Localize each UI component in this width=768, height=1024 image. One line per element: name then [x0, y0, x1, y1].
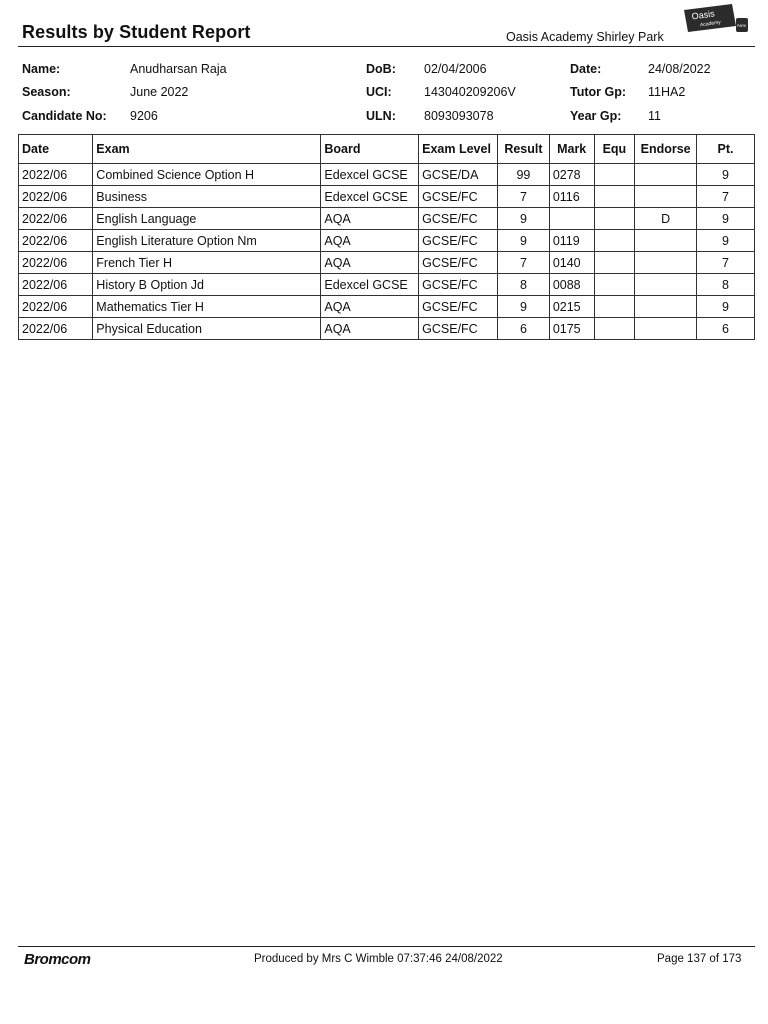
cell-exam: Combined Science Option H	[93, 164, 321, 186]
cell-date: 2022/06	[19, 230, 93, 252]
cell-exam-level: GCSE/FC	[419, 274, 498, 296]
cell-endorse	[635, 252, 697, 274]
date-value: 24/08/2022	[648, 62, 711, 76]
cell-points: 8	[697, 274, 755, 296]
dob-label: DoB:	[366, 62, 396, 76]
cell-date: 2022/06	[19, 274, 93, 296]
cell-date: 2022/06	[19, 186, 93, 208]
cell-mark: 0140	[549, 252, 594, 274]
candidate-label: Candidate No:	[22, 109, 107, 123]
table-row	[19, 164, 755, 186]
cell-equ	[594, 164, 635, 186]
cell-result: 7	[498, 252, 550, 274]
table-row	[19, 296, 755, 318]
uci-label: UCI:	[366, 85, 392, 99]
uln-value: 8093093078	[424, 109, 494, 123]
cell-exam: Business	[93, 186, 321, 208]
cell-endorse	[635, 296, 697, 318]
cell-endorse	[635, 274, 697, 296]
col-header-exam-level: Exam Level	[419, 135, 498, 164]
season-label: Season:	[22, 85, 71, 99]
col-header-points: Pt.	[697, 135, 755, 164]
col-header-result: Result	[498, 135, 550, 164]
table-row	[19, 230, 755, 252]
name-label: Name:	[22, 62, 61, 76]
cell-board: AQA	[321, 230, 419, 252]
cell-board: Edexcel GCSE	[321, 186, 419, 208]
cell-points: 9	[697, 296, 755, 318]
cell-result: 6	[498, 318, 550, 340]
cell-equ	[594, 252, 635, 274]
table-row	[19, 252, 755, 274]
cell-mark: 0278	[549, 164, 594, 186]
cell-exam-level: GCSE/DA	[419, 164, 498, 186]
cell-exam-level: GCSE/FC	[419, 252, 498, 274]
report-title: Results by Student Report	[22, 22, 251, 42]
cell-date: 2022/06	[19, 208, 93, 230]
cell-board: AQA	[321, 252, 419, 274]
tutor-group-value: 11HA2	[648, 85, 686, 99]
produced-by: Produced by Mrs C Wimble 07:37:46 24/08/2022	[254, 953, 503, 965]
dob-value: 02/04/2006	[424, 62, 487, 76]
cell-points: 9	[697, 164, 755, 186]
page-number: Page 137 of 173	[657, 953, 742, 965]
cell-equ	[594, 274, 635, 296]
cell-mark: 0215	[549, 296, 594, 318]
cell-points: 7	[697, 252, 755, 274]
cell-date: 2022/06	[19, 296, 93, 318]
cell-mark: 0175	[549, 318, 594, 340]
cell-points: 6	[697, 318, 755, 340]
uci-value: 143040209206V	[424, 85, 516, 99]
cell-exam-level: GCSE/FC	[419, 296, 498, 318]
table-row	[19, 186, 755, 208]
cell-endorse	[635, 230, 697, 252]
cell-exam-level: GCSE/FC	[419, 318, 498, 340]
table-row	[19, 208, 755, 230]
cell-board: AQA	[321, 318, 419, 340]
results-table	[18, 134, 755, 340]
cell-mark	[549, 208, 594, 230]
cell-exam: Mathematics Tier H	[93, 296, 321, 318]
col-header-mark: Mark	[549, 135, 594, 164]
candidate-value: 9206	[130, 109, 158, 123]
cell-date: 2022/06	[19, 164, 93, 186]
table-row	[19, 274, 755, 296]
cell-exam-level: GCSE/FC	[419, 208, 498, 230]
cell-endorse: D	[635, 208, 697, 230]
cell-board: AQA	[321, 208, 419, 230]
cell-equ	[594, 230, 635, 252]
col-header-exam: Exam	[93, 135, 321, 164]
cell-exam: History B Option Jd	[93, 274, 321, 296]
table-header-row	[19, 135, 755, 164]
cell-points: 9	[697, 230, 755, 252]
cell-result: 9	[498, 230, 550, 252]
cell-date: 2022/06	[19, 252, 93, 274]
cell-board: AQA	[321, 296, 419, 318]
cell-equ	[594, 186, 635, 208]
cell-exam: Physical Education	[93, 318, 321, 340]
cell-points: 7	[697, 186, 755, 208]
cell-mark: 0088	[549, 274, 594, 296]
cell-board: Edexcel GCSE	[321, 164, 419, 186]
season-value: June 2022	[130, 85, 189, 99]
cell-result: 99	[498, 164, 550, 186]
logo-text: Oasis	[691, 8, 716, 22]
results-body	[19, 164, 755, 340]
col-header-equ: Equ	[594, 135, 635, 164]
cell-result: 9	[498, 208, 550, 230]
cell-mark: 0116	[549, 186, 594, 208]
cell-exam: English Literature Option Nm	[93, 230, 321, 252]
col-header-endorse: Endorse	[635, 135, 697, 164]
cell-equ	[594, 318, 635, 340]
logo-badge: PARK	[737, 24, 747, 28]
cell-points: 9	[697, 208, 755, 230]
cell-date: 2022/06	[19, 318, 93, 340]
cell-endorse	[635, 186, 697, 208]
oasis-logo	[680, 2, 750, 36]
school-name: Oasis Academy Shirley Park	[506, 30, 664, 44]
tutor-group-label: Tutor Gp:	[570, 85, 626, 99]
col-header-date: Date	[19, 135, 93, 164]
name-value: Anudharsan Raja	[130, 62, 227, 76]
table-row	[19, 318, 755, 340]
cell-exam-level: GCSE/FC	[419, 230, 498, 252]
cell-endorse	[635, 164, 697, 186]
cell-exam: French Tier H	[93, 252, 321, 274]
header-divider	[18, 46, 755, 47]
cell-equ	[594, 208, 635, 230]
cell-endorse	[635, 318, 697, 340]
footer-divider	[18, 946, 755, 947]
cell-board: Edexcel GCSE	[321, 274, 419, 296]
cell-exam-level: GCSE/FC	[419, 186, 498, 208]
col-header-board: Board	[321, 135, 419, 164]
cell-mark: 0119	[549, 230, 594, 252]
cell-exam: English Language	[93, 208, 321, 230]
cell-result: 8	[498, 274, 550, 296]
cell-result: 9	[498, 296, 550, 318]
cell-result: 7	[498, 186, 550, 208]
uln-label: ULN:	[366, 109, 396, 123]
logo-sub: Academy	[699, 19, 722, 29]
bromcom-logo: Bromcom	[24, 951, 91, 968]
year-group-value: 11	[648, 109, 661, 123]
year-group-label: Year Gp:	[570, 109, 622, 123]
cell-equ	[594, 296, 635, 318]
date-label: Date:	[570, 62, 602, 76]
